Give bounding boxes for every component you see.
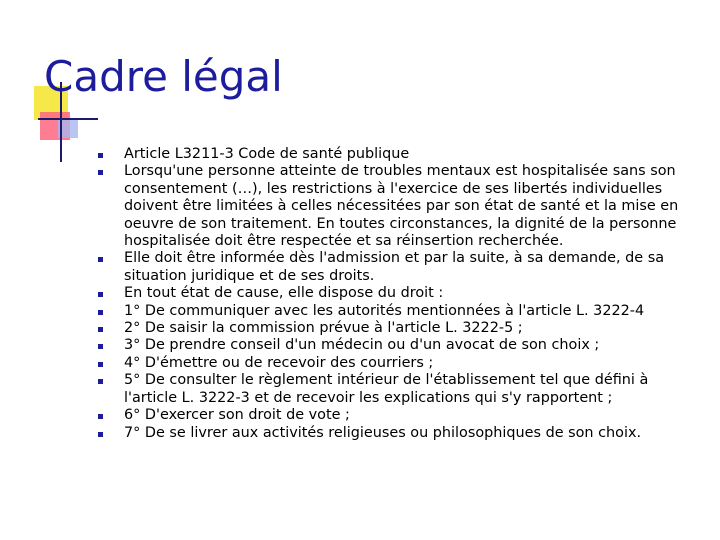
list-item-text: 6° D'exercer son droit de vote ; [124,407,350,424]
list-item [96,407,696,424]
bullet-list [96,146,696,442]
list-item-text: 3° De prendre conseil d'un médecin ou d'un avocat de son choix ; [124,337,600,354]
list-item [96,425,696,442]
list-item-text: En tout état de cause, elle dispose du droit : [124,285,444,302]
list-item-text: Lorsqu'une personne atteinte de troubles mentaux est hospitalisée sans son consentement (…), les restrictions à l'exercice de ses libertés individuelles doivent être limitées à celles nécessitées par son état de santé et la mise en oeuvre de son traitement. En toutes circonstances, la dignité de la personne hospitalisée doit être respectée et sa réinsertion recherchée. [124,163,679,250]
square-bullet-icon [98,292,103,297]
list-item [96,250,696,285]
list-item-text: 5° De consulter le règlement intérieur de l'établissement tel que défini à l'article L. 3222-3 et de recevoir les explications qui s'y rapportent ; [124,372,649,406]
list-item [96,337,696,354]
square-bullet-icon [98,344,103,349]
list-item-text: 2° De saisir la commission prévue à l'article L. 3222-5 ; [124,320,523,337]
square-bullet-icon [98,257,103,262]
square-bullet-icon [98,414,103,419]
list-item-text: 4° D'émettre ou de recevoir des courriers ; [124,354,434,371]
square-bullet-icon [98,310,103,315]
square-bullet-icon [98,327,103,332]
list-item-text: Article L3211-3 Code de santé publique [124,146,410,162]
list-item-text: 1° De communiquer avec les autorités mentionnées à l'article L. 3222-4 [124,302,645,319]
square-bullet-icon [98,170,103,175]
square-bullet-icon [98,362,103,367]
list-item-text: Elle doit être informée dès l'admission et par la suite, à sa demande, de sa situation juridique et de ses droits. [124,250,665,284]
square-bullet-icon [98,379,103,384]
slide-title: Cadre légal [44,52,283,101]
list-item-text: 7° De se livrer aux activités religieuses ou philosophiques de son choix. [124,424,642,441]
list-item [96,355,696,372]
square-bullet-icon [98,153,103,158]
list-item [96,163,696,250]
list-item [96,146,696,163]
list-item [96,372,696,407]
list-item [96,285,696,302]
list-item [96,303,696,320]
list-item [96,320,696,337]
decorative-horizontal-line [38,118,98,120]
square-bullet-icon [98,432,103,437]
